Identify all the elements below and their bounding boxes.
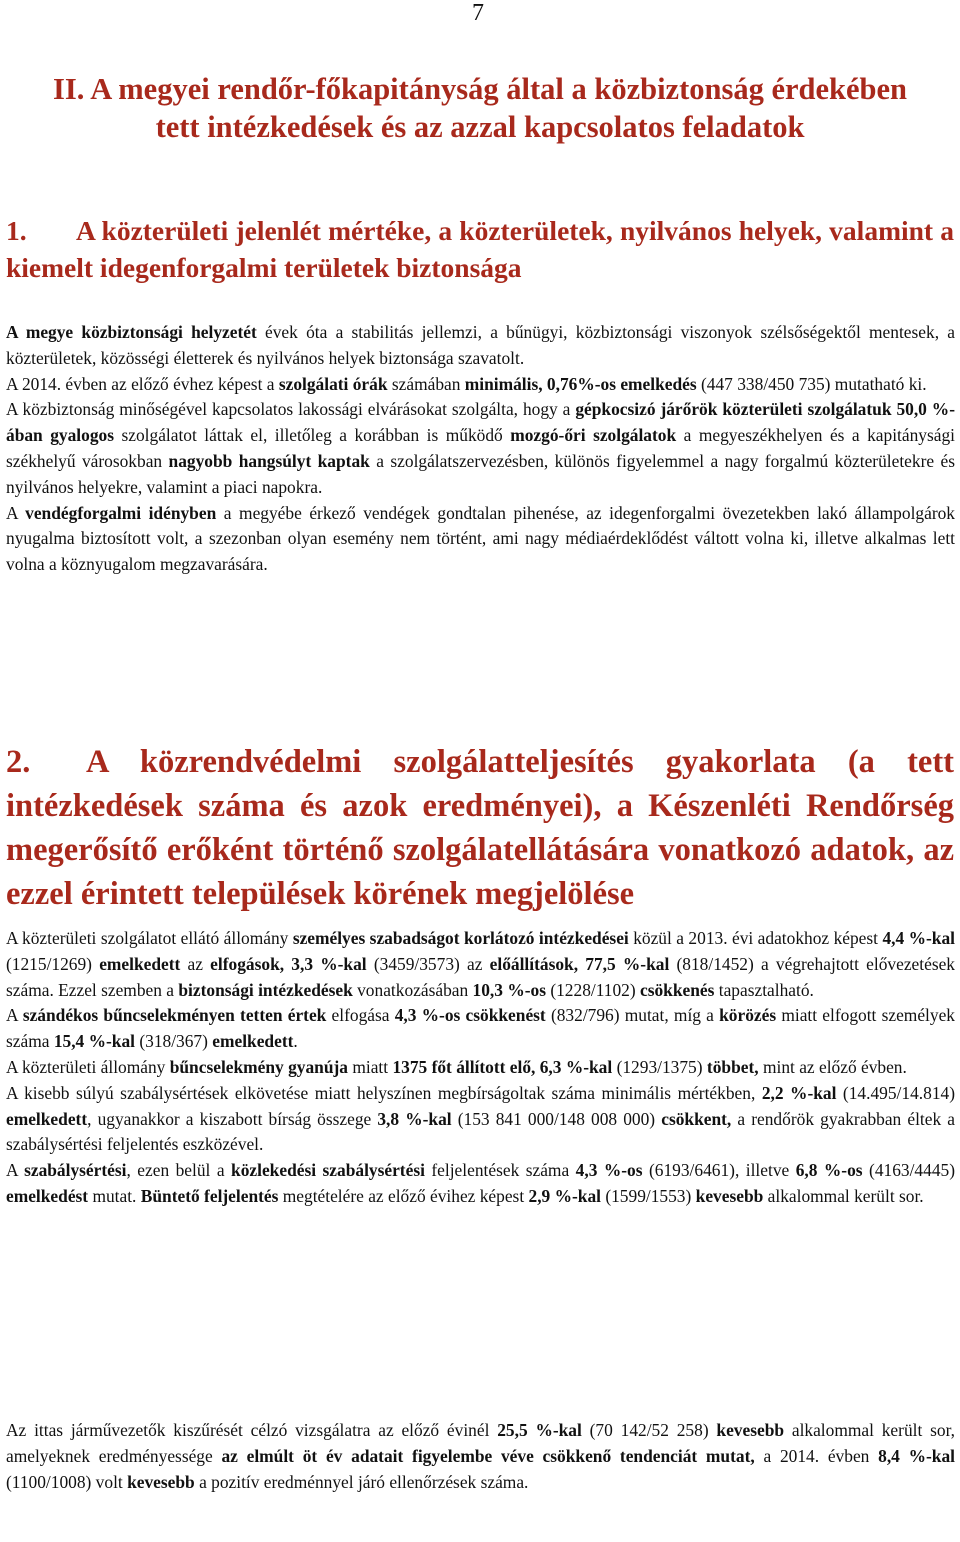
text: vonatkozásában <box>352 979 473 1000</box>
chapter-heading <box>7 70 953 146</box>
emphasis: kevesebb <box>127 1471 195 1492</box>
emphasis: 10,3 %-os <box>472 979 546 1000</box>
emphasis: 8,4 %-kal <box>878 1445 955 1466</box>
emphasis: kevesebb <box>695 1185 764 1206</box>
emphasis: emelkedést <box>6 1185 89 1206</box>
text: A <box>6 1160 25 1181</box>
emphasis: előállítások, 77,5 %-kal <box>489 953 670 974</box>
emphasis: 4,3 %-os csökkenést <box>394 1005 546 1026</box>
emphasis: emelkedett <box>99 953 181 974</box>
text: alkalommal került sor. <box>763 1185 924 1206</box>
text: (1100/1008) volt <box>6 1471 128 1492</box>
text: miatt <box>348 1056 393 1077</box>
text: alkalommal került sor, amelyeknek eredményessége <box>6 1420 956 1466</box>
text: (6193/6461), illetve <box>642 1160 796 1181</box>
emphasis: elfogások, 3,3 %-kal <box>210 953 367 974</box>
emphasis: Büntető feljelentés <box>140 1185 279 1206</box>
text: A 2014. évben az előző évhez képest a <box>6 373 279 394</box>
text: (1599/1553) <box>600 1185 696 1206</box>
emphasis: 2,9 %-kal <box>528 1185 601 1206</box>
text: A közterületi szolgálatot ellátó állomány <box>6 928 293 948</box>
text: (1215/1269) <box>6 953 100 974</box>
emphasis: 25,5 %-kal <box>497 1420 582 1440</box>
text: (447 338/450 735) mutatható ki. <box>696 373 927 394</box>
paragraph-arrests <box>6 1003 955 1055</box>
emphasis: kevesebb <box>716 1420 785 1440</box>
emphasis: 2,2 %-kal <box>761 1082 837 1103</box>
text: (832/796) mutat, míg a <box>545 1005 720 1026</box>
text: az <box>180 953 211 974</box>
emphasis: bűncselekmény gyanúja <box>169 1056 348 1077</box>
emphasis: 3,8 %-kal <box>377 1108 452 1129</box>
emphasis: vendégforgalmi idényben <box>25 502 217 523</box>
emphasis: szolgálati órák <box>278 373 388 394</box>
text: a rendőrök gyakrabban éltek a szabálysértési feljelentés eszközével. <box>6 1108 955 1155</box>
text: a megyébe érkező vendégek gondtalan pihenése, az idegenforgalmi övezetekben lakó állampolgárok nyugalma biztosított volt, a szezonban olyan esemény nem történt, ami nagy médiaérdeklődést váltott volna ki, illetve alkalmas lett volna a köznyugalom megzavarására. <box>6 502 955 575</box>
emphasis: biztonsági intézkedések <box>178 979 353 1000</box>
paragraph-tourist-season <box>6 501 955 578</box>
emphasis: szabálysértési <box>24 1160 127 1181</box>
emphasis: többet, <box>706 1056 759 1077</box>
emphasis: személyes szabadságot korlátozó intézkedései <box>292 928 629 948</box>
text: megtételére az előző évihez képest <box>278 1185 529 1206</box>
paragraph-service-hours <box>6 372 955 398</box>
text: (3459/3573) az <box>366 953 490 974</box>
section1-number: 1. <box>6 215 27 246</box>
paragraph-stability <box>6 320 955 372</box>
text: A kisebb súlyú szabálysértések elkövetése miatt helyszínen megbírságoltak száma minimális mértékben, <box>6 1082 762 1103</box>
paragraph-drunk-driving <box>6 1418 955 1495</box>
emphasis: 6,8 %-os <box>795 1160 863 1181</box>
emphasis: 4,4 %-kal <box>882 928 955 948</box>
text: , ezen belül a <box>126 1160 232 1181</box>
text: A <box>6 502 26 523</box>
text: A közterületi állomány <box>6 1056 170 1077</box>
section1-title: A közterületi jelenlét mértéke, a közterületek, nyilvános helyek, valamint a kiemelt idegenforgalmi területek biztonsága <box>6 215 954 283</box>
chapter-heading-line1: II. A megyei rendőr-főkapitányság által a közbiztonság érdekében <box>52 72 907 106</box>
text: (1293/1375) <box>612 1056 707 1077</box>
emphasis: 4,3 %-os <box>575 1160 643 1181</box>
emphasis: 1375 főt állított elő, 6,3 %-kal <box>392 1056 613 1077</box>
section2-number: 2. <box>6 744 31 780</box>
text: . <box>293 1031 298 1052</box>
text: a szolgálatszervezésben, különös figyelemmel a nagy forgalmú közterületekre és nyilvános helyekre, valamint a piaci napokra. <box>6 450 955 497</box>
section2-body <box>6 926 955 1210</box>
section2-body-drunk-driving <box>6 1418 955 1495</box>
paragraph-reports <box>6 1158 955 1210</box>
section1-body <box>6 320 955 578</box>
text: (4163/4445) <box>862 1160 956 1181</box>
paragraph-suspects <box>6 1055 955 1081</box>
text: feljelentések száma <box>424 1160 576 1181</box>
text: , ugyanakkor a kiszabott bírság összege <box>87 1108 378 1129</box>
text: elfogása <box>326 1005 395 1026</box>
text: közül a 2013. évi adatokhoz képest <box>628 928 883 948</box>
text: (1228/1102) <box>545 979 640 1000</box>
section1-heading <box>6 212 954 286</box>
section2-heading <box>6 740 954 916</box>
text: (70 142/52 258) <box>581 1420 717 1440</box>
emphasis: mozgó-őri szolgálatok <box>510 425 677 446</box>
text: a pozitív eredménnyel járó ellenőrzések száma. <box>194 1471 529 1492</box>
text: a megyeszékhelyen és a kapitánysági székhelyű városokban <box>6 425 956 471</box>
section2-title: A közrendvédelmi szolgálatteljesítés gyakorlata (a tett intézkedések száma és azok eredményei), a Készenléti Rendőrség megerősítő erőként történő szolgálatellátására vonatkozó adatok, az ezzel érintett települések körének megjelölése <box>6 744 954 912</box>
emphasis: csökkent, <box>661 1108 732 1129</box>
text: (318/367) <box>134 1031 213 1052</box>
emphasis: az elmúlt öt év adatait figyelembe véve csökkenő tendenciát mutat, <box>221 1445 755 1466</box>
paragraph-measures <box>6 926 955 1003</box>
text: (818/1452) a végrehajtott elővezetések száma. Ezzel szemben a <box>6 953 956 1000</box>
chapter-heading-line2: tett intézkedések és az azzal kapcsolatos feladatok <box>155 110 805 144</box>
text: mint az előző évben. <box>758 1056 907 1077</box>
emphasis: közlekedési szabálysértési <box>231 1160 425 1181</box>
text: számában <box>387 373 465 394</box>
text: Az ittas járművezetők kiszűrését célzó vizsgálatra az előző évinél <box>6 1420 498 1440</box>
text: mutat. <box>88 1185 141 1206</box>
emphasis: 15,4 %-kal <box>53 1031 135 1052</box>
text: (153 841 000/148 008 000) <box>451 1108 662 1129</box>
emphasis: szándékos bűncselekményen tetten értek <box>22 1005 327 1026</box>
text: miatt elfogott személyek száma <box>6 1005 955 1052</box>
text: szolgálatot láttak el, illetőleg a korábban is működő <box>114 425 511 446</box>
emphasis: körözés <box>719 1005 777 1026</box>
emphasis: gépkocsizó járőrök közterületi szolgálatuk 50,0 %-ában gyalogos <box>6 399 955 446</box>
page-number: 7 <box>472 0 484 26</box>
text: (14.495/14.814) <box>836 1082 955 1103</box>
emphasis: emelkedett <box>212 1031 294 1052</box>
text: A közbiztonság minőségével kapcsolatos lakossági elvárásokat szolgálta, hogy a <box>6 399 576 420</box>
text: tapasztalható. <box>714 979 814 1000</box>
paragraph-fines <box>6 1081 955 1158</box>
emphasis: emelkedett <box>6 1108 88 1129</box>
emphasis: minimális, 0,76%-os emelkedés <box>464 373 697 394</box>
text: a 2014. évben <box>754 1445 879 1466</box>
emphasis: nagyobb hangsúlyt kaptak <box>168 450 370 471</box>
text: A <box>6 1005 23 1026</box>
text: évek óta a stabilitás jellemzi, a bűnügyi, közbiztonsági viszonyok szélsőségektől mentesek, a közterületek, közösségi életterek és nyilvános helyek biztonsága szavatolt. <box>6 322 955 368</box>
paragraph-patrols <box>6 397 955 500</box>
emphasis: csökkenés <box>640 979 715 1000</box>
emphasis: A megye közbiztonsági helyzetét <box>6 322 257 342</box>
